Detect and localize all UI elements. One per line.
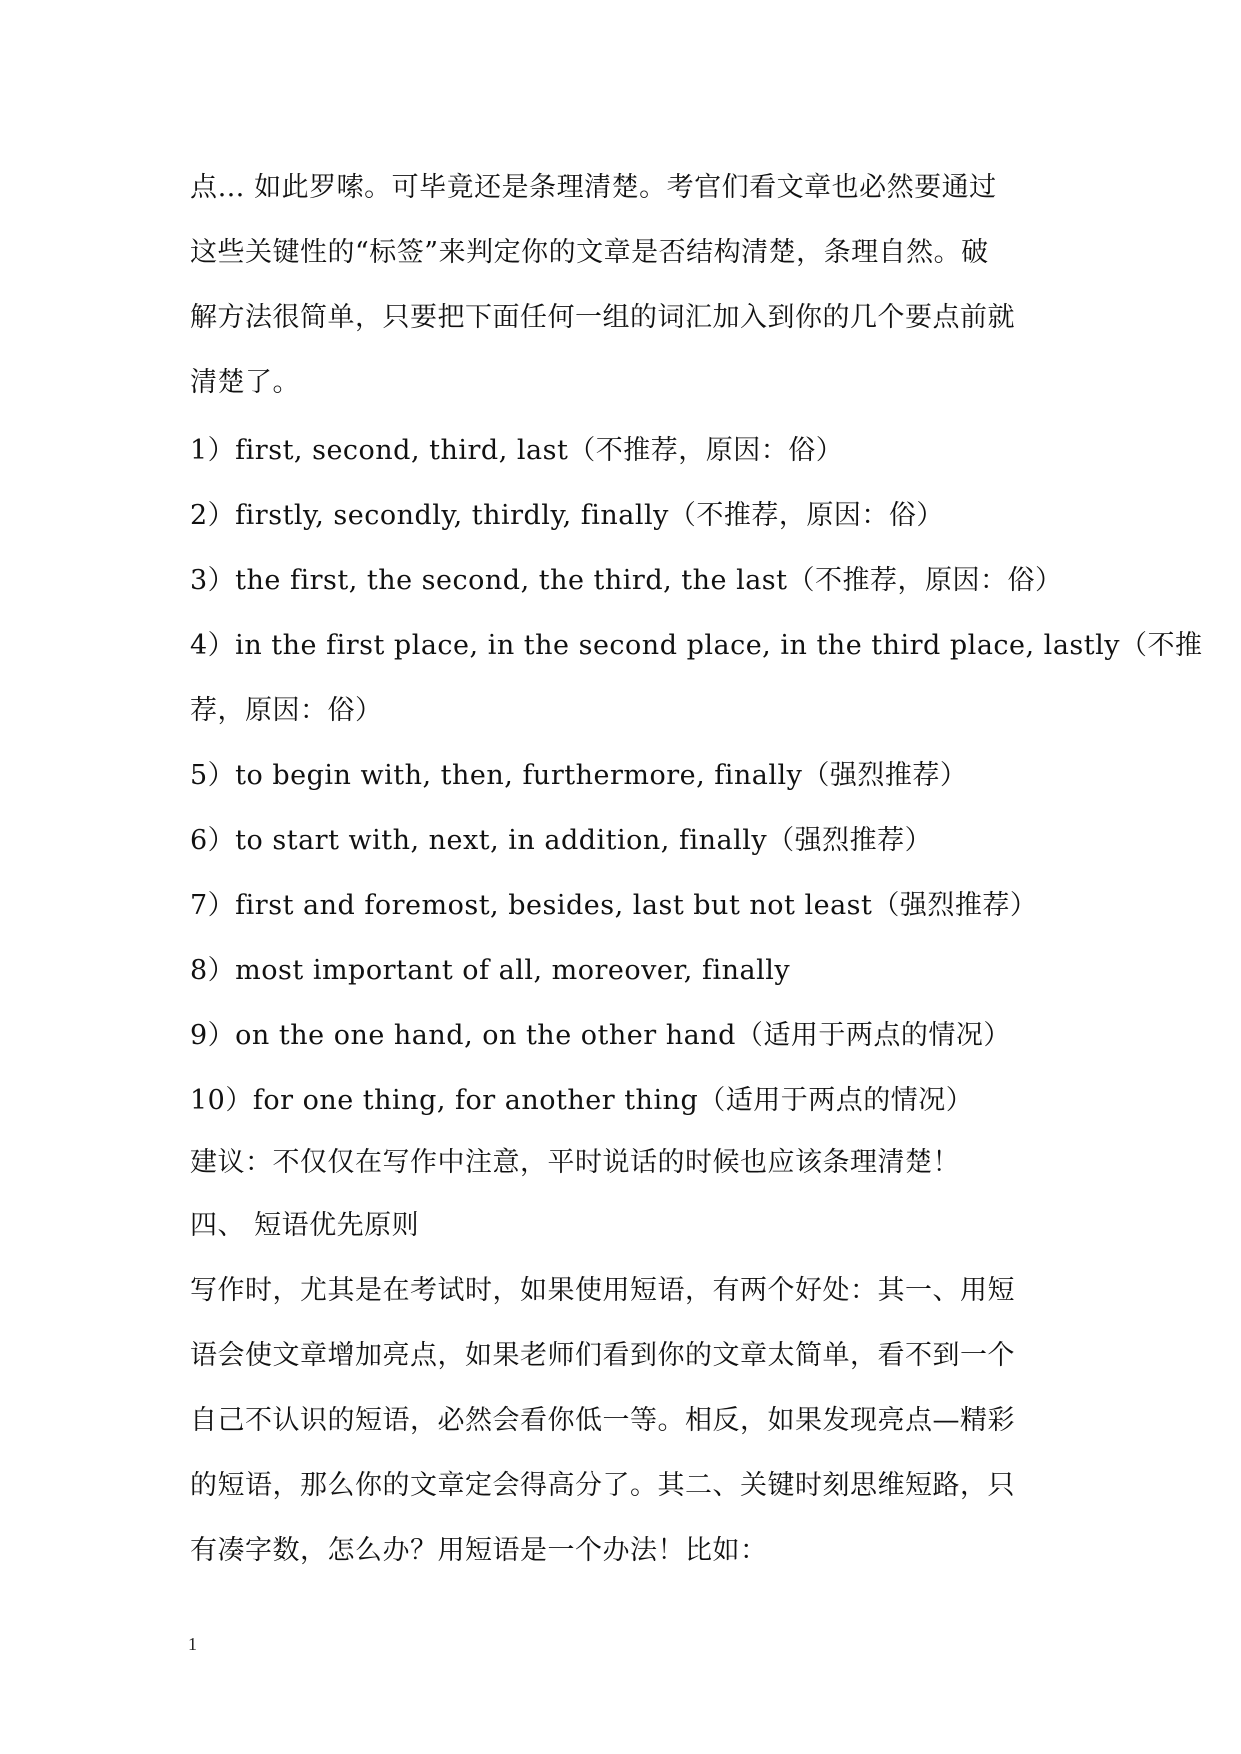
list-item: 10）for one thing, for another thing（适用于两点的情况） [190, 1085, 974, 1116]
suggestion-text: 建议：不仅仅在写作中注意，平时说话的时候也应该条理清楚！ [190, 1147, 960, 1178]
paragraph-line: 这些关键性的“标签”来判定你的文章是否结构清楚，条理自然。破 [190, 237, 989, 268]
list-item: 1）first, second, third, last（不推荐，原因：俗） [190, 435, 844, 466]
list-item: 4）in the first place, in the second place, in the third place, lastly（不推 [190, 630, 1203, 661]
list-item: 9）on the one hand, on the other hand（适用于两点的情况） [190, 1020, 1011, 1051]
paragraph-line: 清楚了。 [190, 367, 300, 398]
page-number: 1 [188, 1634, 197, 1654]
list-item-continuation: 荐，原因：俗） [190, 695, 383, 726]
paragraph-line: 有凑字数，怎么办？用短语是一个办法！比如： [190, 1535, 768, 1566]
paragraph-line: 语会使文章增加亮点，如果老师们看到你的文章太简单，看不到一个 [190, 1340, 1015, 1371]
paragraph-line: 点… 如此罗嗦。可毕竟还是条理清楚。考官们看文章也必然要通过 [190, 172, 997, 203]
paragraph-line: 自己不认识的短语，必然会看你低一等。相反，如果发现亮点—精彩 [190, 1405, 1015, 1436]
list-item: 8）most important of all, moreover, finally [190, 955, 791, 986]
section-heading: 四、 短语优先原则 [190, 1210, 420, 1241]
list-item: 5）to begin with, then, furthermore, finally（强烈推荐） [190, 760, 968, 791]
list-item: 3）the first, the second, the third, the last（不推荐，原因：俗） [190, 565, 1063, 596]
list-item: 6）to start with, next, in addition, finally（强烈推荐） [190, 825, 933, 856]
paragraph-line: 写作时，尤其是在考试时，如果使用短语，有两个好处：其一、用短 [190, 1275, 1015, 1306]
list-item: 2）firstly, secondly, thirdly, finally（不推荐，原因：俗） [190, 500, 944, 531]
paragraph-line: 解方法很简单，只要把下面任何一组的词汇加入到你的几个要点前就 [190, 302, 1015, 333]
paragraph-line: 的短语，那么你的文章定会得高分了。其二、关键时刻思维短路，只 [190, 1470, 1015, 1501]
list-item: 7）first and foremost, besides, last but not least（强烈推荐） [190, 890, 1038, 921]
